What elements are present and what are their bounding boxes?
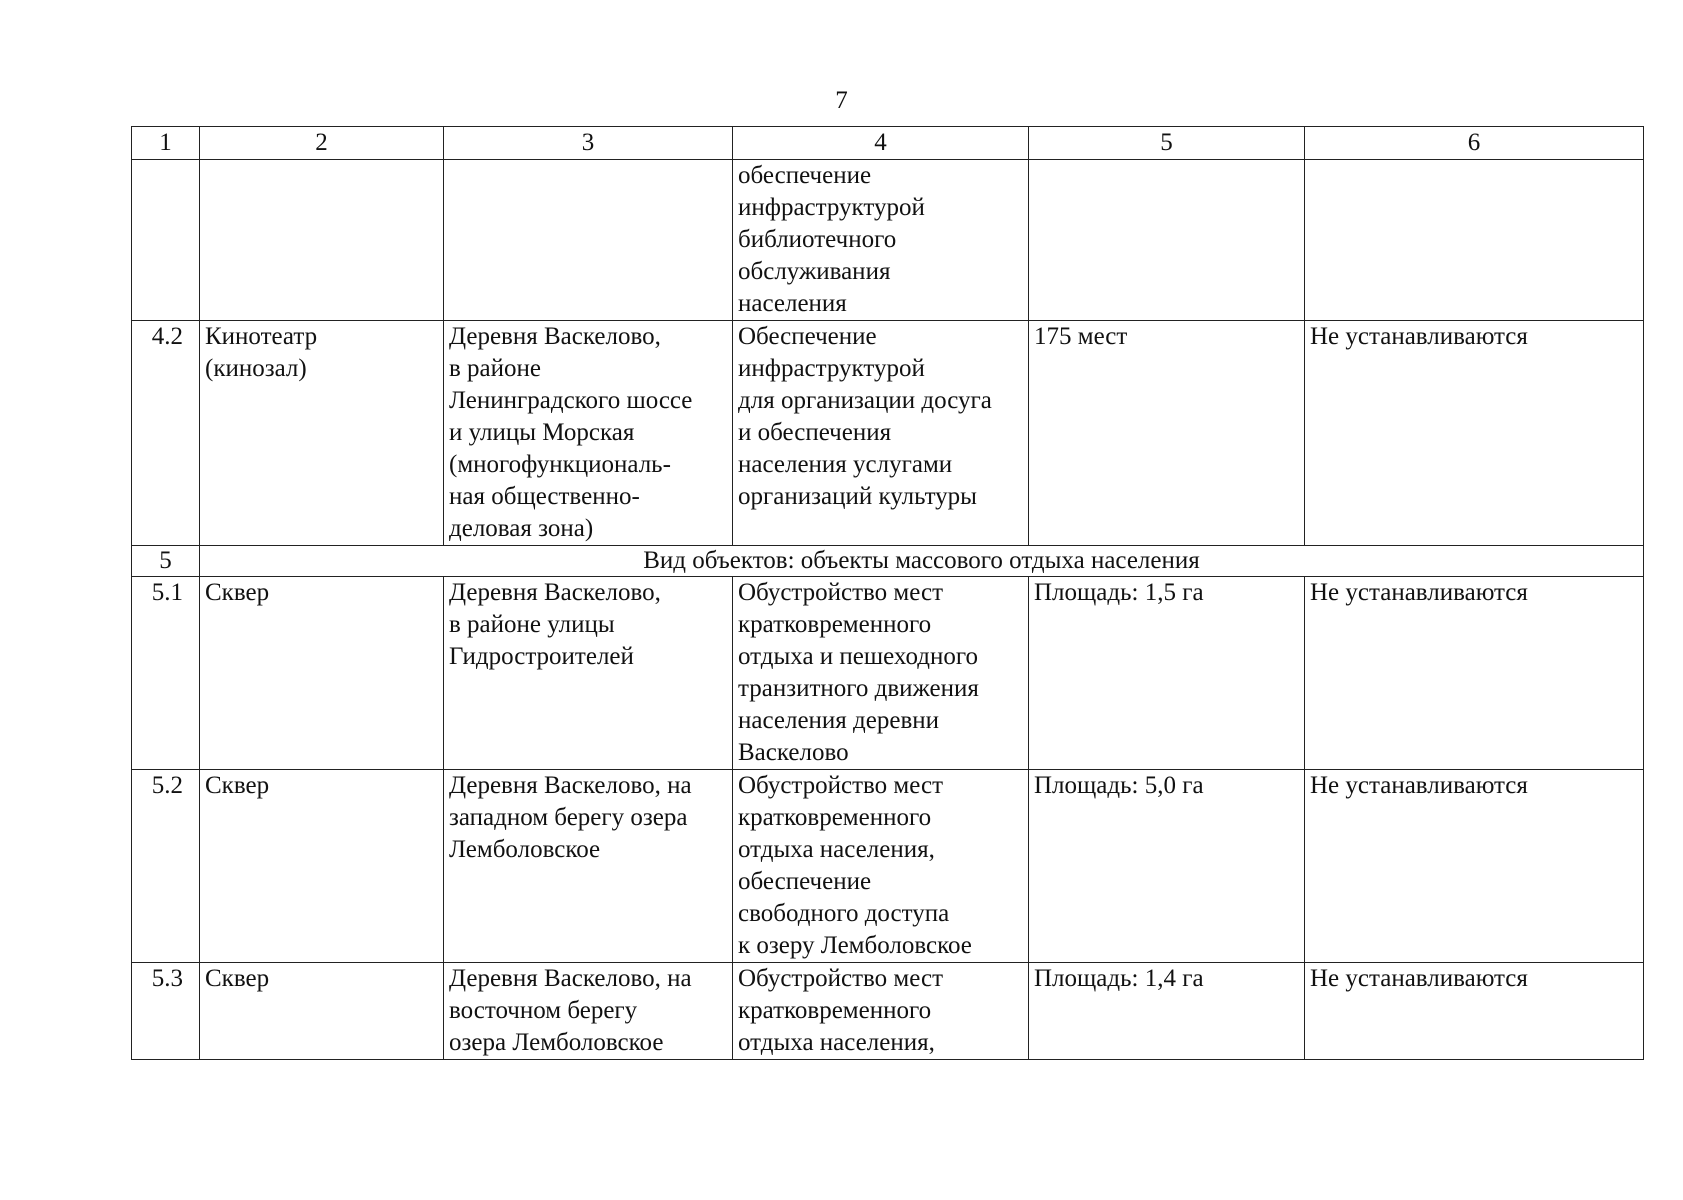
object-name: Кинотеатр (кинозал) bbox=[200, 321, 444, 546]
object-name: Сквер bbox=[200, 963, 444, 1060]
planning-table bbox=[131, 126, 1644, 1060]
object-zones: Не устанавливаются bbox=[1305, 321, 1644, 546]
object-zones: Не устанавливаются bbox=[1305, 577, 1644, 770]
header-col-2: 2 bbox=[200, 127, 444, 160]
object-zones bbox=[1305, 160, 1644, 321]
table-row bbox=[132, 770, 1644, 963]
table-row bbox=[132, 963, 1644, 1060]
object-capacity: Площадь: 1,5 га bbox=[1029, 577, 1305, 770]
row-number bbox=[132, 160, 200, 321]
object-location: Деревня Васкелово, в районе улицы Гидростроителей bbox=[444, 577, 733, 770]
object-purpose: Обеспечение инфраструктурой для организации досуга и обеспечения населения услугами организаций культуры bbox=[733, 321, 1029, 546]
object-capacity: Площадь: 1,4 га bbox=[1029, 963, 1305, 1060]
object-purpose: Обустройство мест кратковременного отдыха и пешеходного транзитного движения населения деревни Васкелово bbox=[733, 577, 1029, 770]
object-capacity: 175 мест bbox=[1029, 321, 1305, 546]
row-number: 5.2 bbox=[132, 770, 200, 963]
section-row bbox=[132, 546, 1644, 577]
header-col-5: 5 bbox=[1029, 127, 1305, 160]
object-zones: Не устанавливаются bbox=[1305, 770, 1644, 963]
object-capacity bbox=[1029, 160, 1305, 321]
table-row bbox=[132, 160, 1644, 321]
section-title: Вид объектов: объекты массового отдыха населения bbox=[200, 546, 1644, 577]
header-col-4: 4 bbox=[733, 127, 1029, 160]
object-location: Деревня Васкелово, на восточном берегу озера Лемболовское bbox=[444, 963, 733, 1060]
object-location: Деревня Васкелово, на западном берегу озера Лемболовское bbox=[444, 770, 733, 963]
object-zones: Не устанавливаются bbox=[1305, 963, 1644, 1060]
section-number: 5 bbox=[132, 546, 200, 577]
row-number: 5.3 bbox=[132, 963, 200, 1060]
header-col-1: 1 bbox=[132, 127, 200, 160]
row-number: 5.1 bbox=[132, 577, 200, 770]
page-number: 7 bbox=[835, 87, 848, 114]
object-location bbox=[444, 160, 733, 321]
object-name: Сквер bbox=[200, 577, 444, 770]
object-name: Сквер bbox=[200, 770, 444, 963]
object-name bbox=[200, 160, 444, 321]
table-header-row bbox=[132, 127, 1644, 160]
object-capacity: Площадь: 5,0 га bbox=[1029, 770, 1305, 963]
object-purpose: Обустройство мест кратковременного отдыха населения, bbox=[733, 963, 1029, 1060]
object-location: Деревня Васкелово, в районе Ленинградского шоссе и улицы Морская (многофункциональ- ная общественно- деловая зона) bbox=[444, 321, 733, 546]
header-col-3: 3 bbox=[444, 127, 733, 160]
header-col-6: 6 bbox=[1305, 127, 1644, 160]
table-row bbox=[132, 577, 1644, 770]
object-purpose: Обустройство мест кратковременного отдыха населения, обеспечение свободного доступа к озеру Лемболовское bbox=[733, 770, 1029, 963]
row-number: 4.2 bbox=[132, 321, 200, 546]
table-row bbox=[132, 321, 1644, 546]
object-purpose: обеспечение инфраструктурой библиотечного обслуживания населения bbox=[733, 160, 1029, 321]
